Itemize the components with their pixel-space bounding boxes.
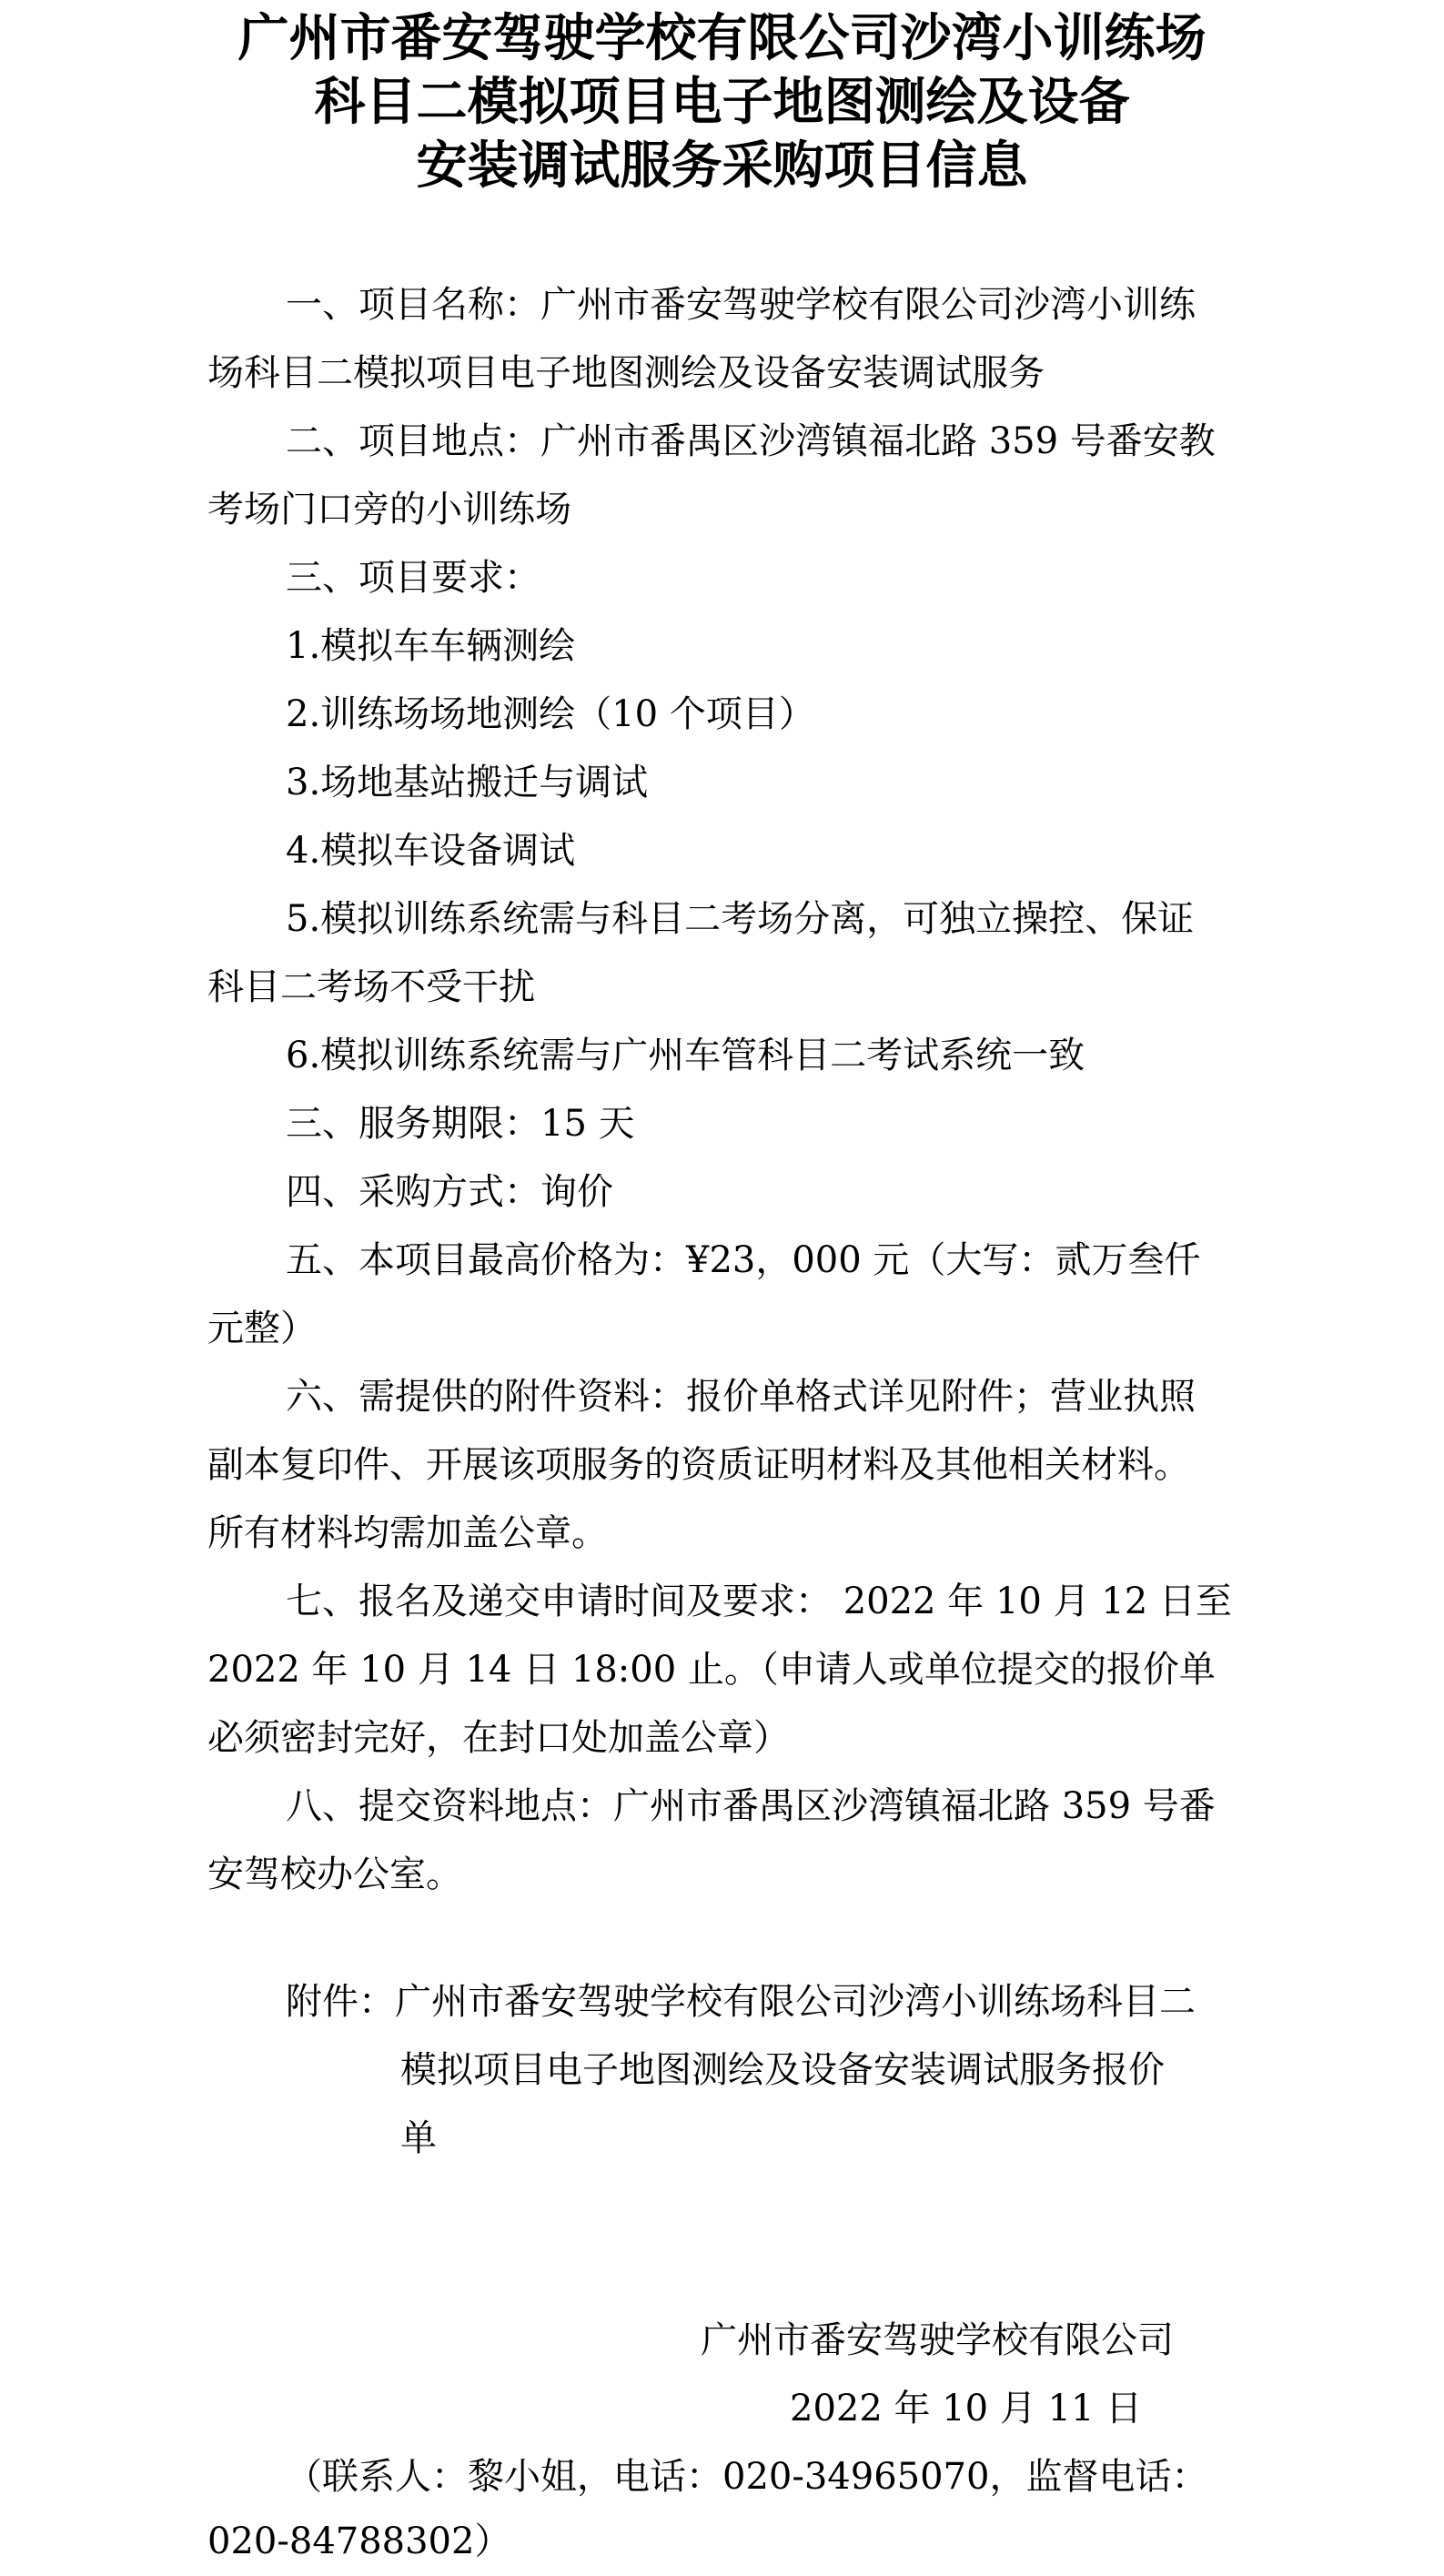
- requirement-item-4: 4.模拟车设备调试: [286, 830, 576, 872]
- requirement-item-3: 3.场地基站搬迁与调试: [286, 762, 649, 803]
- requirement-item-1: 1.模拟车车辆测绘: [286, 625, 576, 667]
- document-title-line-3: 安装调试服务采购项目信息: [416, 136, 1028, 196]
- project-location-line-2: 考场门口旁的小训练场: [207, 489, 571, 530]
- attachment-note-line-1: 附件：广州市番安驾驶学校有限公司沙湾小训练场科目二: [286, 1981, 1196, 2023]
- document-title-line-2: 科目二模拟项目电子地图测绘及设备: [314, 73, 1130, 132]
- contact-line-2: 020-84788302）: [207, 2520, 511, 2562]
- document-title-line-1: 广州市番安驾驶学校有限公司沙湾小训练场: [237, 9, 1207, 68]
- requirements-heading: 三、项目要求：: [286, 557, 540, 599]
- requirement-item-2: 2.训练场场地测绘（10 个项目）: [286, 693, 815, 735]
- attachments-required-line-3: 所有材料均需加盖公章。: [207, 1512, 608, 1554]
- procurement-method: 四、采购方式：询价: [286, 1171, 613, 1213]
- signature-company: 广州市番安驾驶学校有限公司: [701, 2319, 1174, 2361]
- attachments-required-line-2: 副本复印件、开展该项服务的资质证明材料及其他相关材料。: [207, 1444, 1190, 1486]
- project-name-line-1: 一、项目名称：广州市番安驾驶学校有限公司沙湾小训练: [286, 284, 1196, 326]
- max-price-line-1: 五、本项目最高价格为：¥23，000 元（大写：贰万叁仟: [286, 1239, 1201, 1281]
- attachments-required-line-1: 六、需提供的附件资料：报价单格式详见附件；营业执照: [286, 1376, 1196, 1418]
- requirement-item-5: 5.模拟训练系统需与科目二考场分离，可独立操控、保证: [286, 898, 1195, 940]
- service-period: 三、服务期限：15 天: [286, 1103, 635, 1145]
- max-price-line-2: 元整）: [207, 1308, 317, 1349]
- submission-place-line-1: 八、提交资料地点：广州市番禺区沙湾镇福北路 359 号番: [286, 1785, 1216, 1827]
- project-location-line-1: 二、项目地点：广州市番禺区沙湾镇福北路 359 号番安教: [286, 420, 1216, 462]
- submission-time-line-2: 2022 年 10 月 14 日 18:00 止。（申请人或单位提交的报价单: [207, 1649, 1216, 1691]
- attachment-note-line-2: 模拟项目电子地图测绘及设备安装调试服务报价: [400, 2049, 1165, 2091]
- project-name-line-2: 场科目二模拟项目电子地图测绘及设备安装调试服务: [207, 352, 1045, 394]
- attachment-note-line-3: 单: [400, 2117, 437, 2159]
- signature-date: 2022 年 10 月 11 日: [790, 2388, 1143, 2430]
- submission-place-line-2: 安驾校办公室。: [207, 1854, 462, 1895]
- requirement-item-6: 6.模拟训练系统需与广州车管科目二考试系统一致: [286, 1035, 1086, 1076]
- submission-time-line-3: 必须密封完好，在封口处加盖公章）: [207, 1717, 790, 1759]
- contact-line-1: （联系人：黎小姐，电话：020-34965070，监督电话：: [286, 2456, 1208, 2498]
- requirement-item-5-continued: 科目二考场不受干扰: [207, 966, 535, 1008]
- submission-time-line-1: 七、报名及递交申请时间及要求： 2022 年 10 月 12 日至: [286, 1581, 1232, 1622]
